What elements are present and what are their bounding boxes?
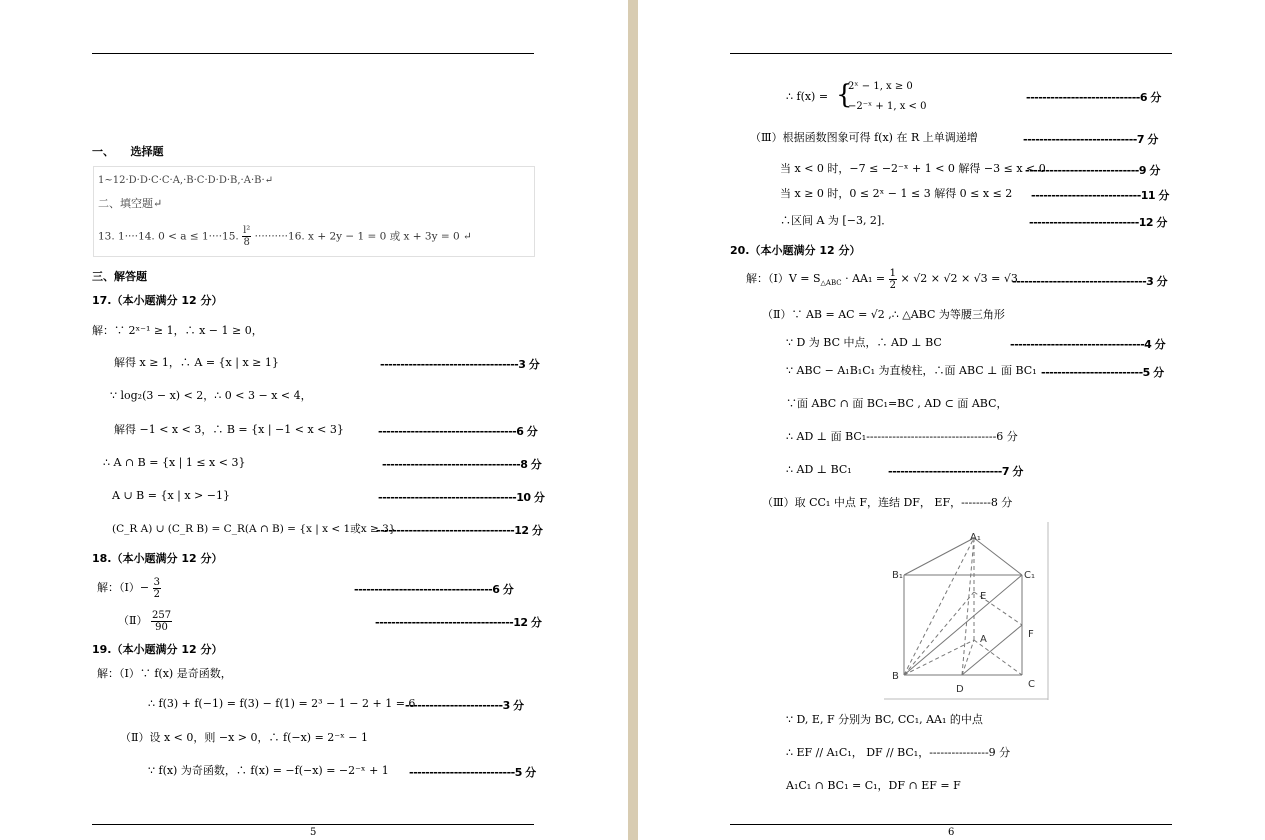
bottom-rule: [730, 824, 1172, 825]
score-mark: ----------------------------6 分: [1026, 91, 1161, 104]
case-1: 2ˣ − 1, x ≥ 0: [848, 81, 913, 92]
top-rule: [92, 53, 534, 54]
score-mark: ----------------------------------10 分: [378, 491, 545, 504]
numerator: l²: [243, 225, 251, 236]
numerator: 1: [889, 267, 897, 279]
question-title: 18.（本小题满分 12 分）: [92, 552, 223, 565]
solution-line: 当 x < 0 时，−7 ≤ −2⁻ˣ + 1 < 0 解得 −3 ≤ x < 0: [780, 162, 1046, 175]
score-mark: ----------------------------------6 分: [378, 425, 538, 438]
answer-15-fraction: [242, 225, 251, 248]
score-mark: ----------------------------------12 分: [376, 524, 543, 537]
solution-line: ∵ ABC − A₁B₁C₁ 为直棱柱，∴面 ABC ⊥ 面 BC₁: [786, 364, 1037, 377]
pasted-answers-box: [93, 166, 535, 257]
solution-line: ∵ log₂(3 − x) < 2，∴ 0 < 3 − x < 4，: [110, 389, 312, 402]
score-mark: ---------------------------12 分: [1029, 216, 1167, 229]
score-mark: ----------------------------------12 分: [375, 616, 542, 629]
denominator: 90: [155, 621, 168, 633]
solution-line: （Ⅲ）取 CC₁ 中点 F，连结 DF， EF，--------8 分: [762, 496, 1013, 509]
score-mark: ------------------------3 分: [405, 699, 524, 712]
solution-line: A ∪ B = {x | x > −1}: [112, 489, 230, 502]
label-a: A: [980, 634, 987, 645]
score-mark: --------------------------5 分: [409, 766, 536, 779]
solution-line: ∴ AD ⊥ 面 BC₁-----------------------------------6 分: [786, 430, 1018, 443]
part-label: 解：（Ⅰ）−: [97, 581, 150, 594]
solution-line: 解：∵ 2ˣ⁻¹ ≥ 1，∴ x − 1 ≥ 0，: [92, 324, 263, 337]
answer-13: 13. 1····14.: [98, 230, 155, 243]
score-mark: -------------------------5 分: [1041, 366, 1164, 379]
score-mark: ----------------------------7 分: [888, 465, 1023, 478]
solution-line: ∴ EF // A₁C₁， DF // BC₁，----------------9 分: [786, 746, 1011, 759]
section-heading: 三、解答题: [92, 270, 147, 283]
bottom-rule: [92, 824, 534, 825]
label-e: E: [980, 591, 987, 602]
solution-line: [746, 264, 1018, 298]
fraction: [153, 577, 161, 600]
solution-line: ∴ f(3) + f(−1) = f(3) − f(1) = 2³ − 1 − 2 + 1 = 6: [148, 697, 416, 710]
solution-line: [97, 573, 161, 603]
brace: {: [836, 80, 853, 110]
section-heading: 一、 选择题: [92, 145, 164, 158]
part-label: （Ⅱ）: [118, 614, 148, 627]
page-number: 5: [310, 827, 317, 838]
label-c: C: [1028, 679, 1035, 690]
label-b1: B₁: [892, 570, 903, 581]
score-mark: ---------------------------11 分: [1031, 189, 1169, 202]
answer-14: 0 < a ≤ 1····15.: [158, 230, 239, 243]
page-gutter: [628, 0, 638, 840]
score-mark: ----------------------------7 分: [1023, 133, 1158, 146]
formula-part: · AA₁ =: [841, 272, 886, 285]
formula-part: × √2 × √2 × √3 = √3: [900, 272, 1018, 285]
label-c1: C₁: [1024, 570, 1035, 581]
score-mark: ----------------------------9 分: [1025, 164, 1160, 177]
subscript: △ABC: [820, 279, 842, 288]
score-mark: ---------------------------------3 分: [1012, 275, 1168, 288]
page-number: 6: [948, 827, 955, 838]
question-title: 19.（本小题满分 12 分）: [92, 643, 223, 656]
function-label: ∴ f(x) =: [786, 90, 829, 103]
figure-background: [884, 522, 1050, 700]
solution-line: ∵ D 为 BC 中点，∴ AD ⊥ BC: [786, 336, 942, 349]
question-title: 17.（本小题满分 12 分）: [92, 294, 223, 307]
right-page: [638, 0, 1265, 840]
mc-answers: 1~12·D·D·C·C·A,·B·C·D·D·B,·A·B·↵: [98, 175, 274, 186]
solution-line: ∵面 ABC ∩ 面 BC₁=BC , AD ⊂ 面 ABC，: [786, 397, 1008, 410]
solution-line: ∵ f(x) 为奇函数，∴ f(x) = −f(−x) = −2⁻ˣ + 1: [148, 764, 389, 777]
left-page: [0, 0, 628, 840]
solution-line: 解：（Ⅰ）∵ f(x) 是奇函数，: [97, 667, 232, 680]
solution-line: 解得 −1 < x < 3，∴ B = {x | −1 < x < 3}: [114, 423, 344, 436]
fraction: [889, 268, 897, 291]
formula-part: ∴ AD ⊥ BC₁: [786, 463, 852, 476]
solution-line: [786, 463, 852, 477]
solution-line: (C_R A) ∪ (C_R B) = C_R(A ∩ B) = {x | x < 1或x ≥ 3}: [112, 523, 396, 535]
case-2: −2⁻ˣ + 1, x < 0: [848, 101, 927, 112]
part-label: 解：（Ⅰ）V = S: [746, 272, 821, 285]
score-mark: ---------------------------------4 分: [1010, 338, 1166, 351]
denominator: 8: [243, 237, 250, 248]
score-mark: ----------------------------------6 分: [354, 583, 514, 596]
solution-line: （Ⅱ）∵ AB = AC = √2 ,∴ △ABC 为等腰三角形: [762, 308, 1005, 321]
denominator: 2: [889, 279, 897, 291]
fill-in-answers: [98, 225, 472, 248]
label-f: F: [1028, 629, 1034, 640]
label-d: D: [956, 684, 964, 695]
solution-line: ∵ D, E, F 分别为 BC, CC₁, AA₁ 的中点: [786, 713, 983, 726]
fraction: [151, 610, 172, 633]
label-b: B: [892, 671, 899, 682]
prism-figure: [884, 522, 1050, 700]
section-heading: 二、填空题↵: [98, 197, 163, 210]
solution-line: ∴ A ∩ B = {x | 1 ≤ x < 3}: [103, 456, 246, 469]
solution-line: 当 x ≥ 0 时，0 ≤ 2ˣ − 1 ≤ 3 解得 0 ≤ x ≤ 2: [780, 187, 1013, 200]
top-rule: [730, 53, 1172, 54]
solution-line: ∴区间 A 为 [−3, 2]．: [780, 214, 893, 227]
solution-line: 解得 x ≥ 1，∴ A = {x | x ≥ 1}: [114, 356, 279, 369]
solution-line: （Ⅲ）根据函数图象可得 f(x) 在 R 上单调递增: [750, 131, 978, 144]
denominator: 2: [153, 588, 160, 600]
solution-line: [118, 606, 172, 636]
score-mark: ----------------------------------3 分: [380, 358, 540, 371]
label-a1: A₁: [970, 532, 981, 543]
numerator: 3: [153, 576, 160, 588]
solution-line: A₁C₁ ∩ BC₁ = C₁，DF ∩ EF = F: [786, 779, 961, 792]
answer-16: ··········16. x + 2y − 1 = 0 或 x + 3y = 0 ↵: [254, 230, 472, 243]
question-title: 20.（本小题满分 12 分）: [730, 244, 861, 257]
solution-line: （Ⅱ）设 x < 0，则 −x > 0，∴ f(−x) = 2⁻ˣ − 1: [120, 731, 368, 744]
numerator: 257: [151, 609, 172, 621]
score-mark: ----------------------------------8 分: [382, 458, 542, 471]
